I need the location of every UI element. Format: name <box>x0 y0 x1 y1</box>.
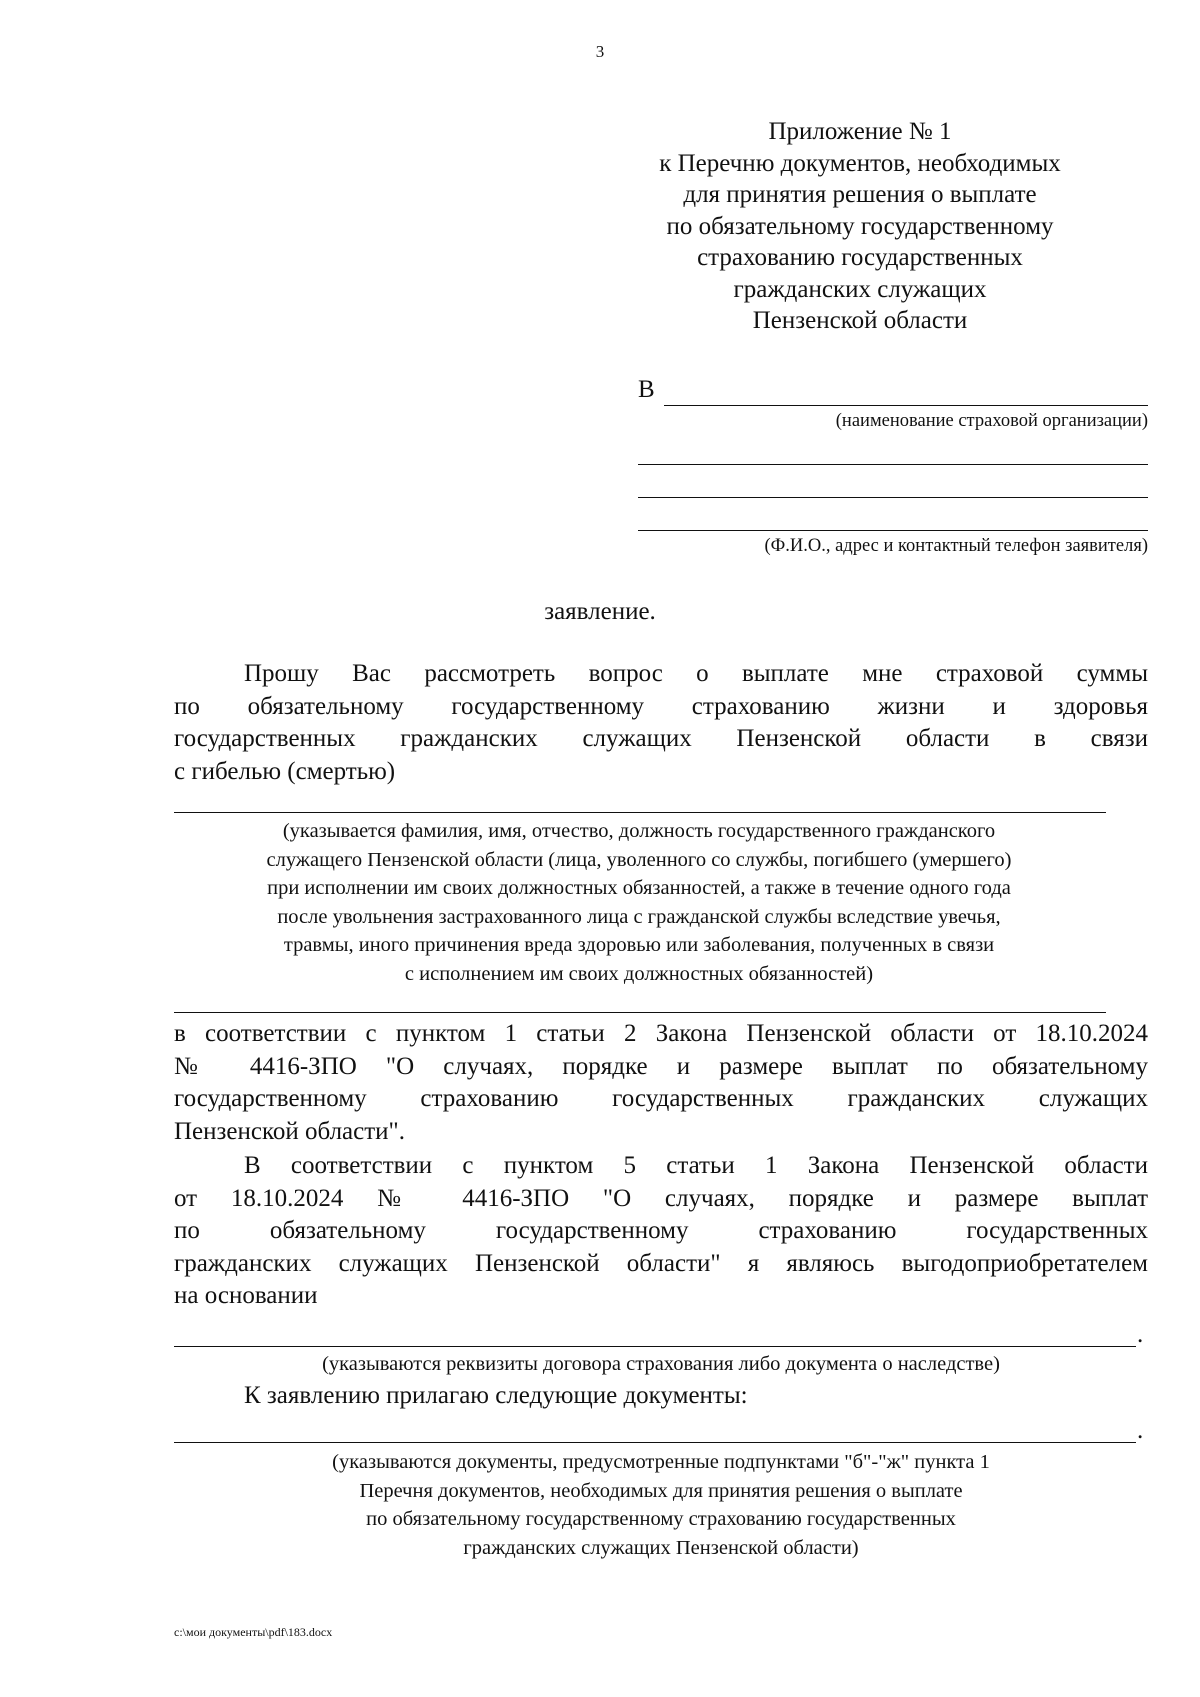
text-line: К заявлению прилагаю следующие документы: <box>244 1382 748 1409</box>
note-line: по обязательному государственному страхованию государственных <box>366 1508 956 1530</box>
page-number: 3 <box>595 42 605 61</box>
text-line: № 4416-ЗПО "О случаях, порядке и размере выплат по обязательному <box>174 1052 1148 1080</box>
note-line: после увольнения застрахованного лица с гражданской службы вследствие увечья, <box>277 905 1001 928</box>
appendix-line: страхованию государственных <box>697 244 1023 271</box>
text-line: государственных гражданских служащих Пензенской области в связи <box>174 725 1148 752</box>
applicant-caption: (Ф.И.О., адрес и контактный телефон заявителя) <box>764 536 1148 556</box>
request-paragraph <box>174 658 1148 788</box>
appendix-line: Приложение № 1 <box>768 118 952 145</box>
deceased-info-blank-line <box>174 812 1106 813</box>
insurer-blank-line <box>664 405 1148 406</box>
note-line: при исполнении им своих должностных обязанностей, а также в течение одного года <box>267 877 1011 899</box>
text-line: гражданских служащих Пензенской области" я являюсь выгодоприобретателем <box>174 1249 1148 1277</box>
text-line: от 18.10.2024 № 4416-ЗПО "О случаях, порядке и размере выплат <box>174 1184 1148 1212</box>
text-line: государственному страхованию государственных гражданских служащих <box>174 1085 1148 1112</box>
attachments-end-dot: . <box>1137 1417 1144 1444</box>
appendix-line: по обязательному государственному <box>666 212 1054 240</box>
appendix-line: к Перечню документов, необходимых <box>659 149 1061 177</box>
document-title: заявление. <box>544 598 656 625</box>
basis-end-dot: . <box>1137 1321 1144 1348</box>
applicant-blank-line-2 <box>638 497 1148 498</box>
note-line: Перечня документов, необходимых для принятия решения о выплате <box>359 1479 963 1502</box>
insurer-caption: (наименование страховой организации) <box>835 411 1148 431</box>
appendix-line: гражданских служащих <box>733 275 987 303</box>
note-line: (указываются реквизиты договора страхования либо документа о наследстве) <box>322 1353 1000 1375</box>
appendix-line: Пензенской области <box>752 307 968 334</box>
note-line: служащего Пензенской области (лица, уволенного со службы, погибшего (умершего) <box>266 848 1012 871</box>
attachments-note <box>174 1448 1148 1562</box>
appendix-header <box>610 116 1110 337</box>
note-line: гражданских служащих Пензенской области) <box>463 1536 859 1559</box>
law-reference-paragraph <box>174 1018 1148 1148</box>
attachments-blank-line <box>174 1442 1136 1443</box>
appendix-line: для принятия решения о выплате <box>683 181 1037 208</box>
applicant-blank-line-1 <box>638 464 1148 465</box>
deceased-info-note <box>174 817 1104 988</box>
text-line: В соответствии с пунктом 5 статьи 1 Закона Пензенской области <box>244 1152 1148 1179</box>
note-line: травмы, иного причинения вреда здоровью или заболевания, полученных в связи <box>283 934 995 956</box>
note-line: с исполнением им своих должностных обязанностей) <box>404 962 874 985</box>
text-line: по обязательному государственному страхованию государственных <box>174 1217 1148 1244</box>
applicant-blank-line-3 <box>638 530 1148 531</box>
text-line: в соответствии с пунктом 1 статьи 2 Закона Пензенской области от 18.10.2024 <box>174 1020 1148 1047</box>
beneficiary-paragraph <box>174 1150 1148 1313</box>
text-line: на основании <box>174 1282 318 1309</box>
text-line: с гибелью (смертью) <box>174 757 396 785</box>
note-line: (указывается фамилия, имя, отчество, должность государственного гражданского <box>282 820 996 842</box>
text-line: Прошу Вас рассмотреть вопрос о выплате мне страховой суммы <box>244 660 1148 687</box>
footer-file-path: c:\мои документы\pdf\183.docx <box>174 1625 333 1639</box>
basis-note <box>174 1350 1148 1379</box>
deceased-info-blank-line-2 <box>174 1012 1106 1013</box>
basis-blank-line <box>174 1346 1136 1347</box>
text-line: Пензенской области". <box>174 1117 406 1145</box>
insurer-row <box>638 375 1148 407</box>
to-label: В <box>638 376 655 403</box>
note-line: (указываются документы, предусмотренные подпунктами "б"-"ж" пункта 1 <box>332 1451 990 1473</box>
attachments-paragraph <box>174 1380 1148 1413</box>
text-line: по обязательному государственному страхованию жизни и здоровья <box>174 692 1148 720</box>
